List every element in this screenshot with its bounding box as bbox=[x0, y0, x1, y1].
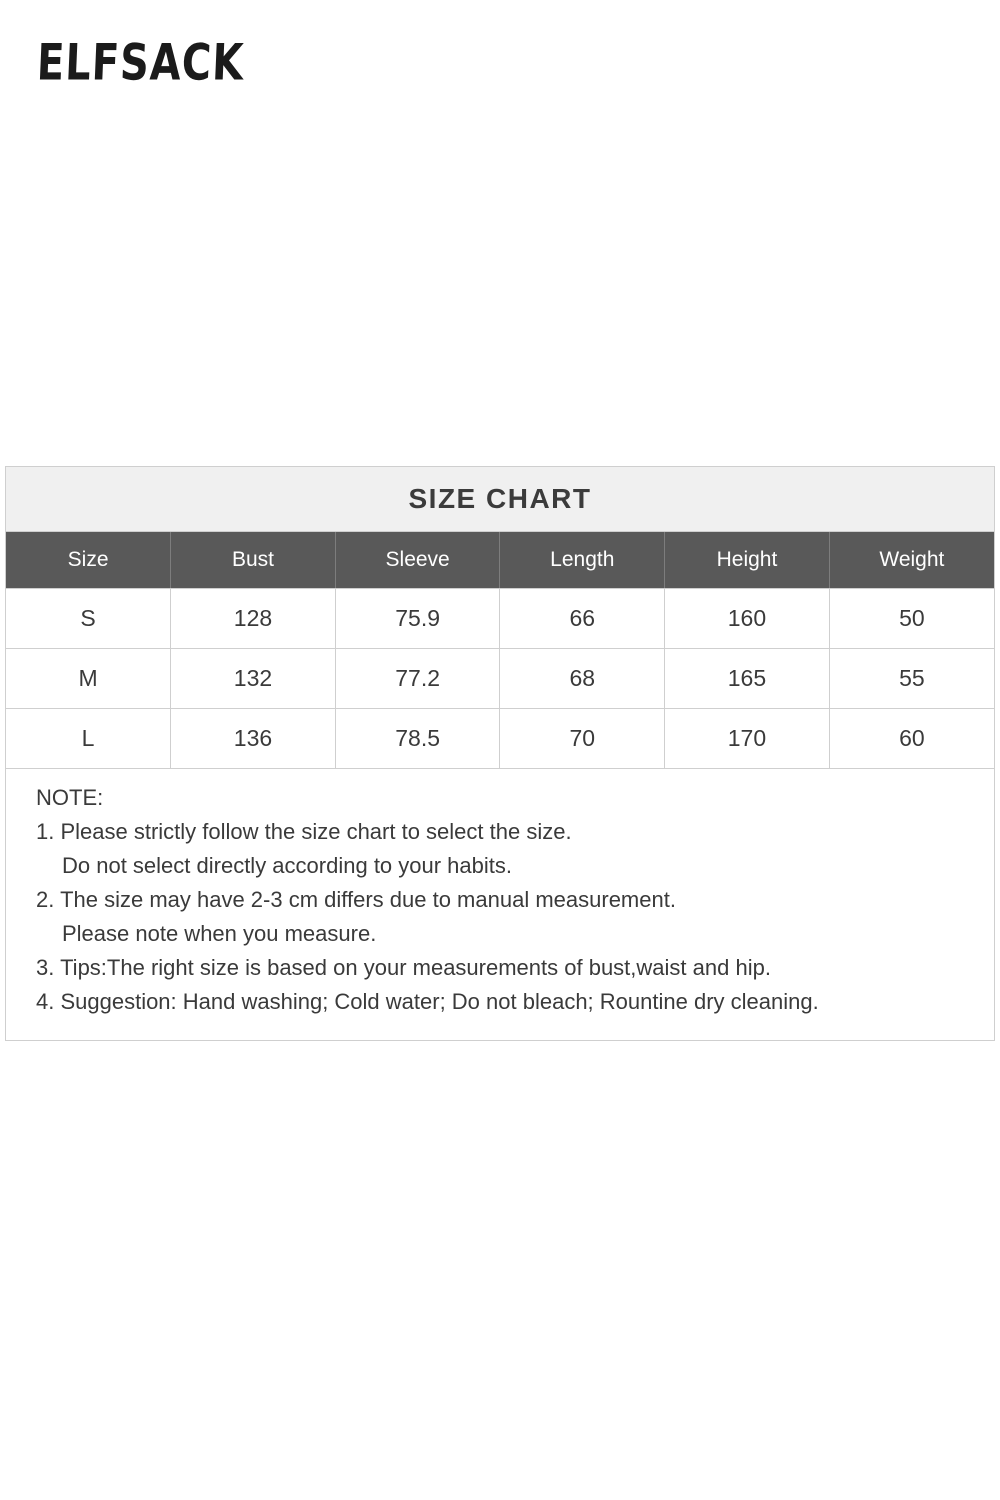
note-line-2b: Please note when you measure. bbox=[62, 921, 377, 947]
table-header-row bbox=[6, 532, 994, 589]
cell-bust: 132 bbox=[171, 649, 336, 709]
table-row bbox=[6, 649, 994, 709]
column-header-height: Height bbox=[665, 532, 830, 589]
cell-size: L bbox=[6, 709, 171, 769]
column-header-length: Length bbox=[500, 532, 665, 589]
note-line-1: 1. Please strictly follow the size chart to select the size. bbox=[36, 819, 572, 844]
note-line-3: 3. Tips:The right size is based on your measurements of bust,waist and hip. bbox=[36, 955, 771, 981]
brand-logo-text: ELFSACK bbox=[35, 34, 246, 92]
cell-sleeve: 78.5 bbox=[335, 709, 500, 769]
cell-sleeve: 77.2 bbox=[335, 649, 500, 709]
table-row bbox=[6, 709, 994, 769]
note-line-1b: Do not select directly according to your habits. bbox=[62, 853, 513, 879]
size-chart-title: SIZE CHART bbox=[6, 467, 994, 532]
size-chart-panel bbox=[5, 466, 995, 1041]
cell-sleeve: 75.9 bbox=[335, 589, 500, 649]
cell-weight: 55 bbox=[829, 649, 994, 709]
column-header-sleeve: Sleeve bbox=[335, 532, 500, 589]
cell-length: 70 bbox=[500, 709, 665, 769]
column-header-bust: Bust bbox=[171, 532, 336, 589]
table-row bbox=[6, 589, 994, 649]
note-line-2: 2. The size may have 2-3 cm differs due to manual measurement. bbox=[36, 887, 676, 913]
note-line-4: 4. Suggestion: Hand washing; Cold water; Do not bleach; Rountine dry cleaning. bbox=[36, 989, 819, 1015]
cell-bust: 136 bbox=[171, 709, 336, 769]
size-chart-note bbox=[6, 768, 994, 1040]
cell-size: M bbox=[6, 649, 171, 709]
cell-size: S bbox=[6, 589, 171, 649]
size-chart-table bbox=[6, 532, 994, 768]
cell-length: 68 bbox=[500, 649, 665, 709]
cell-height: 165 bbox=[665, 649, 830, 709]
brand-logo bbox=[35, 34, 258, 100]
column-header-size: Size bbox=[6, 532, 171, 589]
column-header-weight: Weight bbox=[829, 532, 994, 589]
cell-weight: 60 bbox=[829, 709, 994, 769]
cell-length: 66 bbox=[500, 589, 665, 649]
cell-weight: 50 bbox=[829, 589, 994, 649]
note-heading: NOTE: bbox=[36, 785, 104, 810]
cell-height: 160 bbox=[665, 589, 830, 649]
cell-bust: 128 bbox=[171, 589, 336, 649]
cell-height: 170 bbox=[665, 709, 830, 769]
